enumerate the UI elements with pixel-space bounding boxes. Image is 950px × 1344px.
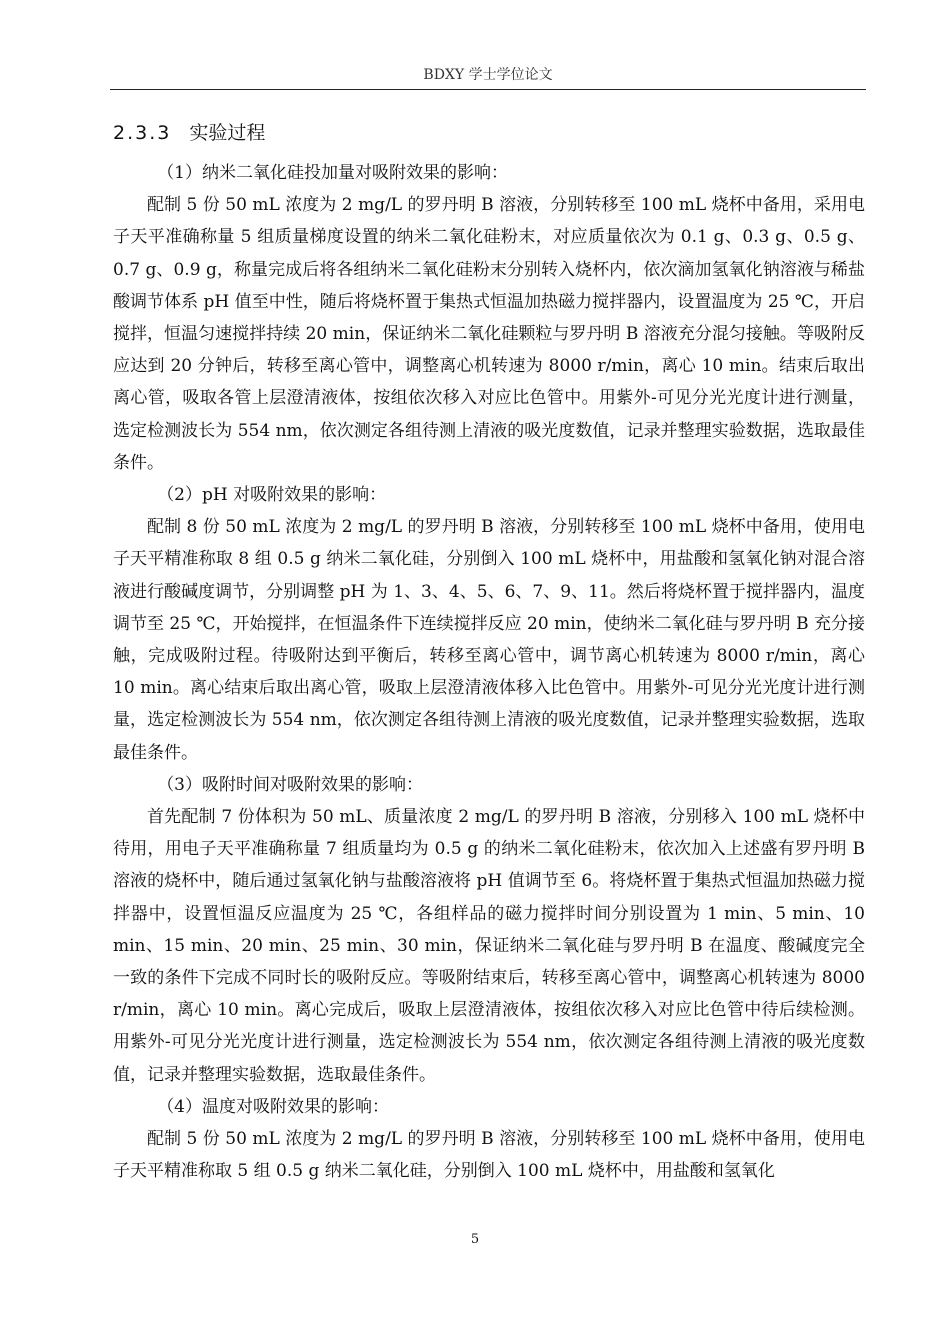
subheading-ph: （2）pH 对吸附效果的影响： (157, 485, 387, 506)
section-number: 2.3.3 (113, 122, 172, 144)
section-title: 实验过程 (189, 122, 266, 144)
subheading-time: （3）吸附时间对吸附效果的影响： (157, 774, 424, 795)
section-heading (113, 118, 265, 145)
paragraph-ph: 配制 8 份 50 mL 浓度为 2 mg/L 的罗丹明 B 溶液，分别转移至 100 mL 烧杯中备用，使用电子天平精准称取 8 组 0.5 g 纳米二氧化硅，分别倒入 100 mL 烧杯中，用盐酸和氢氧化钠对混合溶液进行酸碱度调节，分别调整 pH 为 1、3、4、5、6、7、9、11。然后将烧杯置于搅拌器内，温度调节至 25 ℃，开始搅拌，在恒温条件下连续搅拌反应 20 min，使纳米二氧化硅与罗丹明 B 充分接触，完成吸附过程。待吸附达到平衡后，转移至离心管中，调节离心机转速为 8000 r/min，离心 10 min。离心结束后取出离心管，吸取上层澄清液体移入比色管中。用紫外-可见分光光度计进行测量，选定检测波长为 554 nm，依次测定各组待测上清液的吸光度数值，记录并整理实验数据，选取最佳条件。 (113, 517, 865, 763)
header-rule (110, 89, 866, 90)
subheading-temperature: （4）温度对吸附效果的影响： (157, 1096, 390, 1117)
subheading-dosage: （1）纳米二氧化硅投加量对吸附效果的影响： (157, 163, 509, 183)
paragraph-dosage: 配制 5 份 50 mL 浓度为 2 mg/L 的罗丹明 B 溶液，分别转移至 100 mL 烧杯中备用，采用电子天平准确称量 5 组质量梯度设置的纳米二氧化硅粉末，对应质量依次为 0.1 g、0.3 g、0.5 g、0.7 g、0.9 g，称量完成后将各组纳米二氧化硅粉末分别转入烧杯内，依次滴加氢氧化钠溶液与稀盐酸调节体系 pH 值至中性，随后将烧杯置于集热式恒温加热磁力搅拌器内，设置温度为 25 ℃，开启搅拌，恒温匀速搅拌持续 20 min，保证纳米二氧化硅颗粒与罗丹明 B 溶液充分混匀接触。等吸附反应达到 20 分钟后，转移至离心管中，调整离心机转速为 8000 r/min，离心 10 min。结束后取出离心管，吸取各管上层澄清液体，按组依次移入对应比色管中。用紫外-可见分光光度计进行测量，选定检测波长为 554 nm，依次测定各组待测上清液的吸光度数值，记录并整理实验数据，选取最佳条件。 (113, 195, 865, 473)
running-header: BDXY 学士学位论文 (423, 67, 553, 83)
paragraph-temperature: 配制 5 份 50 mL 浓度为 2 mg/L 的罗丹明 B 溶液，分别转移至 100 mL 烧杯中备用，使用电子天平精准称取 5 组 0.5 g 纳米二氧化硅，分别倒入 100 mL 烧杯中，用盐酸和氢氧化 (113, 1129, 865, 1182)
paragraph-time: 首先配制 7 份体积为 50 mL、质量浓度 2 mg/L 的罗丹明 B 溶液，分别移入 100 mL 烧杯中待用，用电子天平准确称量 7 组质量均为 0.5 g 的纳米二氧化硅粉末，依次加入上述盛有罗丹明 B 溶液的烧杯中，随后通过氢氧化钠与盐酸溶液将 pH 值调节至 6。将烧杯置于集热式恒温加热磁力搅拌器中，设置恒温反应温度为 25 ℃，各组样品的磁力搅拌时间分别设置为 1 min、5 min、10 min、15 min、20 min、25 min、30 min，保证纳米二氧化硅与罗丹明 B 在温度、酸碱度完全一致的条件下完成不同时长的吸附反应。等吸附结束后，转移至离心管中，调整离心机转速为 8000 r/min，离心 10 min。离心完成后，吸取上层澄清液体，按组依次移入对应比色管中待后续检测。用紫外-可见分光光度计进行测量，选定检测波长为 554 nm，依次测定各组待测上清液的吸光度数值，记录并整理实验数据，选取最佳条件。 (113, 807, 865, 1085)
page-number: 5 (470, 1232, 480, 1247)
body-text (113, 157, 865, 1188)
